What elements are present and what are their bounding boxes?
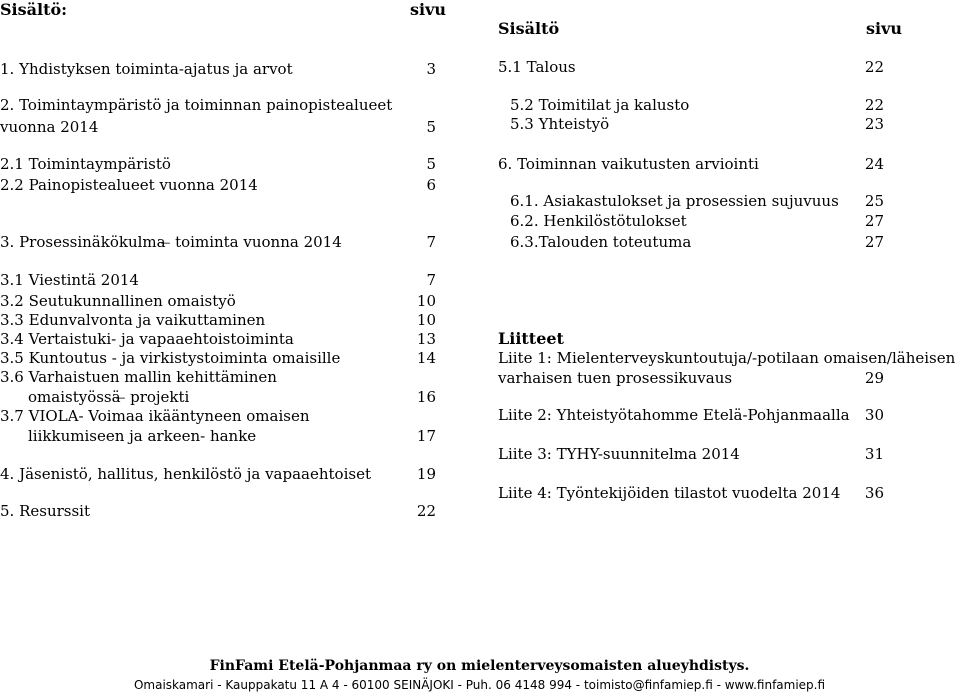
toc-entry-page: 13 [416,330,436,348]
appendix-page: 36 [864,484,884,502]
toc-entry-page: 16 [416,388,436,406]
toc-entry-label: 5.3 Yhteistyö [510,115,610,133]
appendix-page: 30 [864,406,884,424]
toc-entry-page: 25 [864,192,884,210]
toc-page-heading: sivu [410,0,447,19]
appendix-heading: Liitteet [498,329,564,348]
appendix-label: Liite 4: Työntekijöiden tilastot vuodelta 2014 [498,484,841,502]
toc-entry-label: 3.7 VIOLA- Voimaa ikääntyneen omaisen [0,407,310,425]
toc-entry-label: 2. Toimintaympäristö ja toiminnan painopistealueet [0,96,393,114]
toc-entry-page: 27 [864,212,884,230]
toc-entry-page: 27 [864,233,884,251]
toc-entry-page: 14 [416,349,436,367]
toc-entry-label: omaistyössä ̶ projekti [28,388,190,406]
toc-page-heading: sivu [866,19,903,38]
toc-entry-label: 6. Toiminnan vaikutusten arviointi [498,155,759,173]
appendix-page: 29 [864,369,884,387]
toc-entry-page: 10 [416,292,436,310]
toc-heading: Sisältö [498,19,560,38]
footer-contact: Omaiskamari - Kauppakatu 11 A 4 - 60100 SEINÄJOKI - Puh. 06 4148 994 - toimisto@finfamiep.fi - www.finfamiep.fi [133,678,826,692]
toc-entry-page: 22 [864,96,884,114]
appendix-label: Liite 3: TYHY-suunnitelma 2014 [498,445,740,463]
toc-entry-label: 1. Yhdistyksen toiminta-ajatus ja arvot [0,60,293,78]
toc-entry-page: 24 [864,155,884,173]
toc-heading: Sisältö: [0,0,68,19]
toc-entry-label: 5.1 Talous [498,58,576,76]
toc-entry-page: 3 [426,60,436,78]
toc-entry-page: 22 [416,502,436,520]
toc-entry-label: 3.5 Kuntoutus - ja virkistystoiminta omaisille [0,349,341,367]
toc-entry-page: 22 [864,58,884,76]
toc-entry-label: 2.2 Painopistealueet vuonna 2014 [0,176,258,194]
toc-entry-label: 3.2 Seutukunnallinen omaistyö [0,292,236,310]
toc-entry-label: 3.1 Viestintä 2014 [0,271,139,289]
toc-entry-label: liikkumiseen ja arkeen- hanke [28,427,257,445]
footer-organization: FinFami Etelä-Pohjanmaa ry on mielenterveysomaisten alueyhdistys. [209,658,750,674]
toc-entry-label: 2.1 Toimintaympäristö [0,155,171,173]
toc-entry-page: 7 [426,233,436,251]
appendix-label: Liite 1: Mielenterveyskuntoutuja/-potilaan omaisen/läheisen [498,349,956,367]
appendix-label: Liite 2: Yhteistyötahomme Etelä-Pohjanmaalla [498,406,850,424]
toc-entry-label: 3.4 Vertaistuki- ja vapaaehtoistoiminta [0,330,294,348]
toc-entry-page: 23 [864,115,884,133]
toc-entry-label: 6.1. Asiakastulokset ja prosessien sujuvuus [510,192,839,210]
toc-entry-page: 7 [426,271,436,289]
toc-entry-label: 3.3 Edunvalvonta ja vaikuttaminen [0,311,266,329]
toc-entry-page: 19 [416,465,436,483]
toc-entry-label: 3. Prosessinäkökulma ̶ toiminta vuonna 2014 [0,233,342,251]
toc-entry-label: 4. Jäsenistö, hallitus, henkilöstö ja vapaaehtoiset [0,465,371,483]
toc-entry-label: vuonna 2014 [0,118,99,136]
toc-entry-page: 6 [426,176,436,194]
toc-entry-page: 17 [416,427,436,445]
toc-entry-page: 10 [416,311,436,329]
toc-entry-label: 3.6 Varhaistuen mallin kehittäminen [0,368,277,386]
toc-entry-label: 6.3.Talouden toteutuma [510,233,692,251]
toc-entry-label: 5. Resurssit [0,502,90,520]
toc-entry-label: 5.2 Toimitilat ja kalusto [510,96,690,114]
toc-entry-page: 5 [426,155,436,173]
toc-entry-page: 5 [426,118,436,136]
appendix-page: 31 [864,445,884,463]
toc-entry-label: 6.2. Henkilöstötulokset [510,212,687,230]
appendix-label: varhaisen tuen prosessikuvaus [498,369,733,387]
